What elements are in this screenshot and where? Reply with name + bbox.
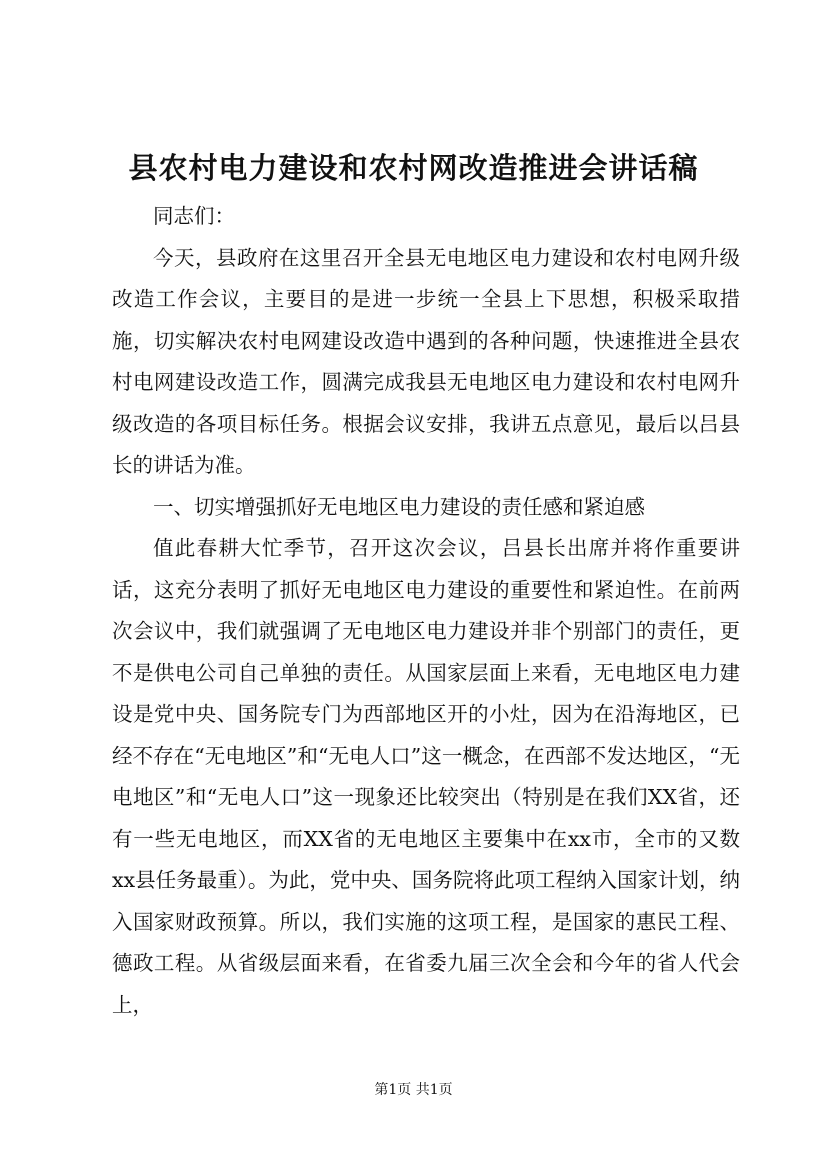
page-footer: 第1页 共1页 <box>374 1082 453 1098</box>
document-title: 县农村电力建设和农村网改造推进会讲话稿 <box>128 151 699 185</box>
body-paragraph: 今天，县政府在这里召开全县无电地区电力建设和农村电网升级改造工作会议，主要目的是进一步统一全县上下思想，积极采取措施，切实解决农村电网建设改造中遇到的各种问题，快速推进全县农村电网建设改造工作，圆满完成我县无电地区电力建设和农村电网升级改造的各项目标任务。根据会议安排，我讲五点意见，最后以吕县长的讲话为准。 <box>112 245 740 477</box>
document-body <box>112 196 740 1026</box>
body-paragraph: 值此春耕大忙季节，召开这次会议，吕县长出席并将作重要讲话，这充分表明了抓好无电地区电力建设的重要性和紧迫性。在前两次会议中，我们就强调了无电地区电力建设并非个别部门的责任，更不是供电公司自己单独的责任。从国家层面上来看，无电地区电力建设是党中央、国务院专门为西部地区开的小灶，因为在沿海地区，已经不存在“无电地区”和“无电人口”这一概念，在西部不发达地区，“无电地区”和“无电人口”这一现象还比较突出（特别是在我们XX省，还有一些无电地区，而XX省的无电地区主要集中在xx市，全市的又数xx县任务最重）。为此，党中央、国务院将此项工程纳入国家计划，纳入国家财政预算。所以，我们实施的这项工程，是国家的惠民工程、德政工程。从省级层面来看，在省委九届三次全会和今年的省人代会上， <box>112 536 740 1017</box>
salutation-paragraph: 同志们： <box>153 204 235 228</box>
section-heading: 一、切实增强抓好无电地区电力建设的责任感和紧迫感 <box>153 494 645 519</box>
